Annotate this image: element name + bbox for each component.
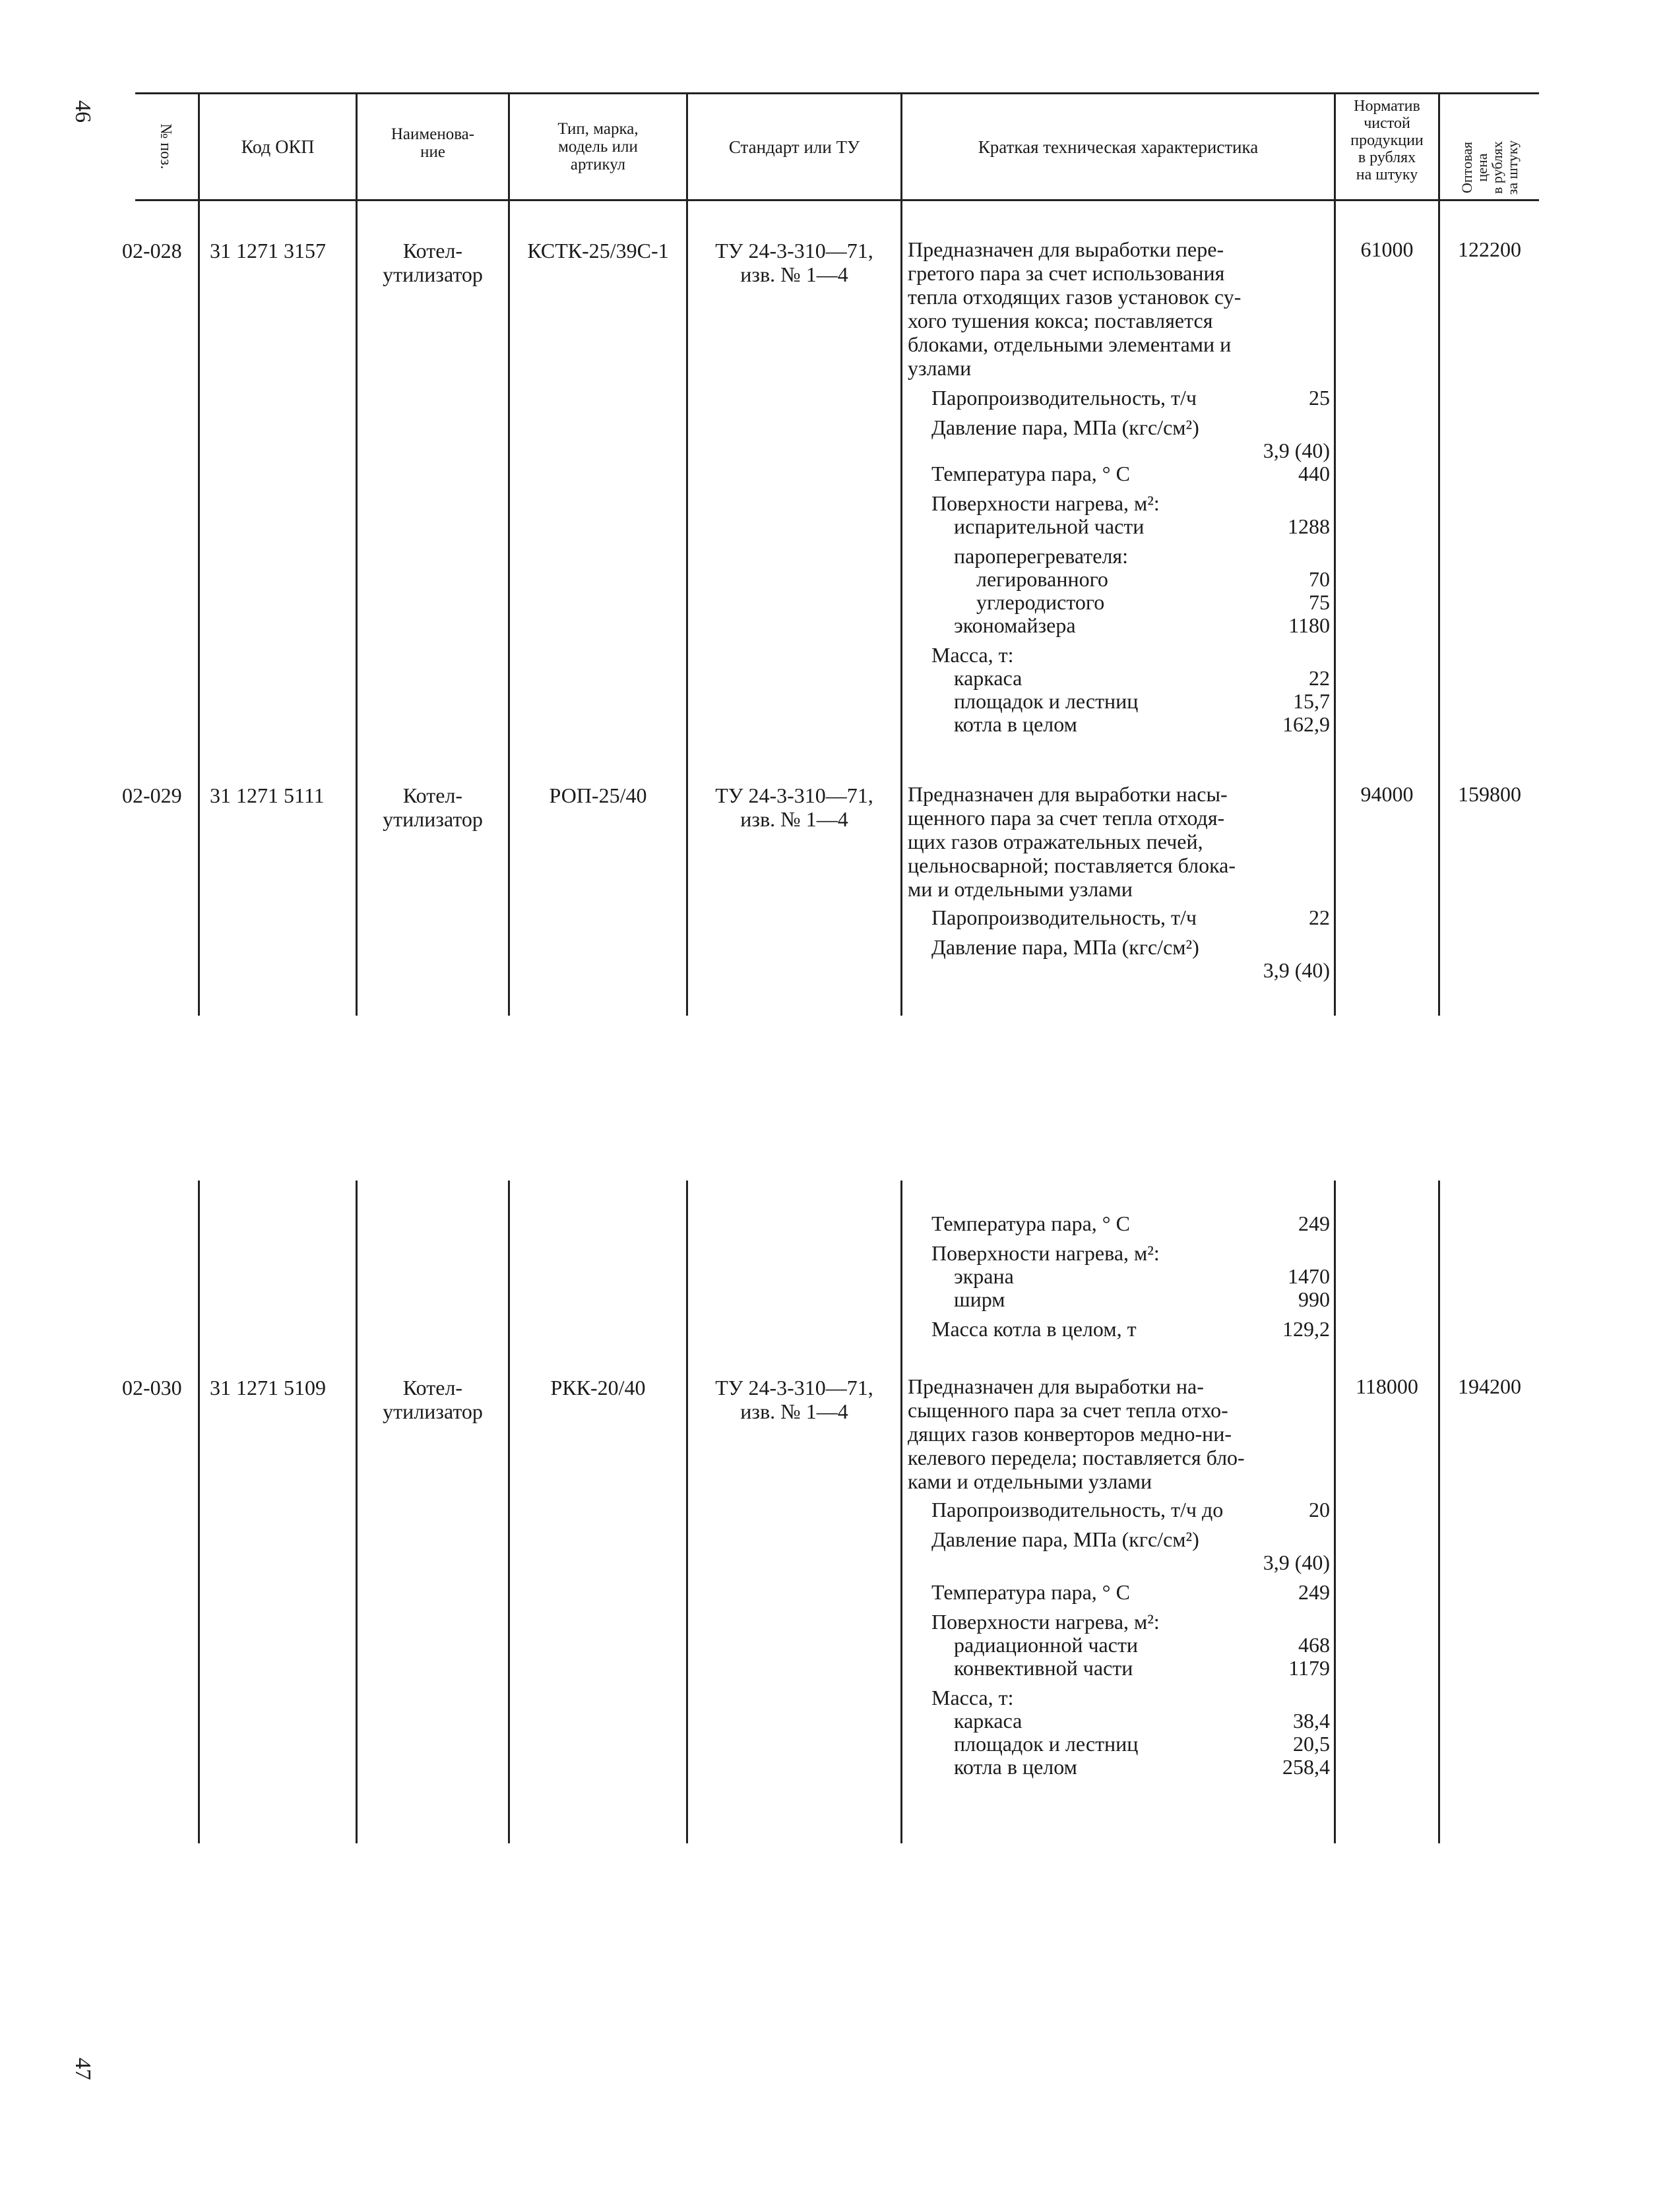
spec-value: 249 <box>1298 1212 1330 1235</box>
spec-pressure-value: 3,9 (40) <box>1263 439 1330 462</box>
row-name-line: Котел- <box>402 239 463 262</box>
desc-line: тепла отходящих газов установок су- <box>908 285 1242 309</box>
desc-line: дящих газов конверторов медно-ни- <box>908 1422 1232 1446</box>
header-price-line: Оптовая <box>1459 142 1475 193</box>
spec-platform <box>908 1733 1330 1756</box>
header-name-line: Наименова- <box>391 125 475 143</box>
desc-line: хого тушения кокса; поставляется <box>908 309 1213 332</box>
row-name <box>358 239 508 286</box>
spec-label: площадок и лестниц <box>954 1732 1139 1756</box>
spec-label: котла в целом <box>954 712 1077 736</box>
row-pos: 02-030 <box>122 1376 182 1399</box>
spec-value: 20,5 <box>1293 1732 1330 1756</box>
row-spec-continued <box>908 1212 1330 1341</box>
col-divider <box>686 94 688 1016</box>
spec-label: каркаса <box>954 666 1022 690</box>
spec-value: 440 <box>1298 462 1330 485</box>
row-price: 159800 <box>1458 782 1521 806</box>
row-pos: 02-028 <box>122 239 182 262</box>
spec-value: 75 <box>1309 590 1330 614</box>
col-divider <box>900 94 902 1016</box>
header-name <box>358 125 508 161</box>
spec-boiler <box>908 1756 1330 1779</box>
col-divider <box>1334 94 1336 1016</box>
header-norm-line: на штуку <box>1356 166 1418 183</box>
header-type <box>510 120 686 173</box>
spec-temp <box>908 1581 1330 1604</box>
spec-label: Температура пара, ° С <box>931 462 1130 485</box>
desc-line: гретого пара за счет использования <box>908 261 1225 285</box>
page-number-top: 46 <box>71 100 95 123</box>
spec-value: 38,4 <box>1293 1709 1330 1733</box>
header-okp: Код ОКП <box>241 137 315 158</box>
spec-value: 1288 <box>1288 514 1330 538</box>
row-name <box>358 783 508 831</box>
spec-value: 468 <box>1298 1633 1330 1657</box>
desc-line: Предназначен для выработки пере- <box>908 237 1224 261</box>
spec-label: радиационной части <box>954 1633 1139 1657</box>
spec-rad <box>908 1634 1330 1657</box>
spec-label: испарительной части <box>954 514 1145 538</box>
spec-frame <box>908 667 1330 690</box>
spec-value: 990 <box>1298 1287 1330 1311</box>
spec-value: 22 <box>1309 666 1330 690</box>
spec-pressure-label: Давление пара, МПа (кгс/см²) <box>931 415 1199 439</box>
row-okp: 31 1271 3157 <box>210 239 326 262</box>
spec-label: Температура пара, ° С <box>931 1580 1130 1604</box>
row-spec <box>908 386 1330 736</box>
row-standard <box>688 1376 900 1423</box>
row-name <box>358 1376 508 1423</box>
row-name-line: Котел- <box>402 1376 463 1399</box>
header-price-line: в рублях <box>1489 140 1505 195</box>
desc-line: щих газов отражательных печей, <box>908 830 1203 853</box>
spec-pressure-label: Давление пара, МПа (кгс/см²) <box>931 1527 1199 1551</box>
spec-shirm <box>908 1288 1330 1311</box>
col-divider <box>198 1181 200 1843</box>
spec-evap <box>908 515 1330 538</box>
col-divider <box>1438 94 1440 1016</box>
row-model: РКК-20/40 <box>550 1376 646 1399</box>
spec-surface-label: Поверхности нагрева, м²: <box>931 1241 1160 1265</box>
spec-mass-total <box>908 1318 1330 1341</box>
spec-value: 129,2 <box>1282 1317 1330 1341</box>
spec-value: 70 <box>1309 567 1330 591</box>
row-standard-line: изв. № 1—4 <box>740 807 848 831</box>
spec-platform <box>908 690 1330 713</box>
desc-line: блоками, отдельными элементами и <box>908 332 1232 356</box>
spec-label: конвективной части <box>954 1656 1133 1680</box>
spec-value: 25 <box>1309 386 1330 410</box>
header-type-line: модель или <box>558 138 638 156</box>
row-okp: 31 1271 5111 <box>210 783 325 807</box>
spec-screen <box>908 1265 1330 1288</box>
col-divider <box>1334 1181 1336 1843</box>
col-divider <box>686 1181 688 1843</box>
row-norm: 94000 <box>1360 782 1414 806</box>
spec-label: ширм <box>954 1287 1005 1311</box>
spec-pressure-label: Давление пара, МПа (кгс/см²) <box>931 935 1199 959</box>
spec-temp <box>908 462 1330 485</box>
row-okp: 31 1271 5109 <box>210 1376 326 1399</box>
spec-value: 249 <box>1298 1580 1330 1604</box>
header-norm-line: чистой <box>1364 115 1410 132</box>
spec-conv <box>908 1657 1330 1680</box>
row-pos: 02-029 <box>122 783 182 807</box>
spec-steam-cap <box>908 906 1330 929</box>
row-price: 194200 <box>1458 1374 1521 1398</box>
header-norm-line: в рублях <box>1358 149 1416 166</box>
spec-superheat-label: пароперегревателя: <box>954 544 1129 568</box>
col-divider <box>900 1181 902 1843</box>
desc-line: келевого передела; поставляется бло- <box>908 1446 1245 1469</box>
col-divider <box>508 94 510 1016</box>
spec-mass-label: Масса, т: <box>931 1686 1014 1709</box>
header-bottom-rule <box>135 199 1539 201</box>
spec-value: 20 <box>1309 1498 1330 1521</box>
desc-line: ми и отдельными узлами <box>908 877 1133 901</box>
spec-value: 15,7 <box>1293 689 1330 713</box>
spec-econ <box>908 614 1330 637</box>
row-model: КСТК-25/39С-1 <box>527 239 669 262</box>
header-characteristic: Краткая техническая характеристика <box>978 137 1259 157</box>
spec-value: 22 <box>1309 906 1330 929</box>
row-standard-line: изв. № 1—4 <box>740 262 848 286</box>
row-description <box>908 782 1330 901</box>
desc-line: сыщенного пара за счет тепла отхо- <box>908 1398 1228 1422</box>
spec-label: Температура пара, ° С <box>931 1212 1130 1235</box>
row-norm: 118000 <box>1356 1374 1418 1398</box>
row-spec <box>908 1498 1330 1779</box>
header-norm-line: продукции <box>1350 132 1424 149</box>
header-price <box>1440 94 1539 199</box>
col-divider <box>508 1181 510 1843</box>
header-name-line: ние <box>420 143 445 161</box>
row-description <box>908 1374 1330 1493</box>
spec-label: Паропроизводительность, т/ч <box>931 906 1197 929</box>
spec-mass-label: Масса, т: <box>931 643 1014 667</box>
row-model: РОП-25/40 <box>549 783 647 807</box>
spec-surface-label: Поверхности нагрева, м²: <box>931 491 1160 515</box>
header-type-line: артикул <box>570 156 626 173</box>
spec-value: 162,9 <box>1282 712 1330 736</box>
spec-surface-label: Поверхности нагрева, м²: <box>931 1610 1160 1634</box>
spec-value: 1470 <box>1288 1264 1330 1288</box>
spec-label: Паропроизводительность, т/ч <box>931 386 1197 410</box>
desc-line: Предназначен для выработки на- <box>908 1374 1204 1398</box>
row-price: 122200 <box>1458 237 1521 261</box>
spec-label: площадок и лестниц <box>954 689 1139 713</box>
spec-label: легированного <box>976 567 1108 591</box>
desc-line: Предназначен для выработки насы- <box>908 782 1228 806</box>
row-standard-line: изв. № 1—4 <box>740 1399 848 1423</box>
row-norm: 61000 <box>1360 237 1414 261</box>
header-top-rule <box>135 92 1539 94</box>
spec-value: 1180 <box>1288 613 1330 637</box>
spec-label: экономайзера <box>954 613 1076 637</box>
row-name-line: утилизатор <box>383 1399 483 1423</box>
spec-value: 1179 <box>1288 1656 1330 1680</box>
header-pos: № поз. <box>157 123 174 169</box>
desc-line: щенного пара за счет тепла отходя- <box>908 806 1225 830</box>
header-price-line: за штуку <box>1504 140 1521 195</box>
desc-line: узлами <box>908 356 972 380</box>
row-description <box>908 237 1330 380</box>
col-divider <box>198 94 200 1016</box>
spec-pressure-value: 3,9 (40) <box>1263 1551 1330 1574</box>
spec-label: каркаса <box>954 1709 1022 1733</box>
spec-label: котла в целом <box>954 1755 1077 1779</box>
row-standard <box>688 239 900 286</box>
col-divider <box>356 94 358 1016</box>
header-type-line: Тип, марка, <box>557 120 639 138</box>
row-name-line: утилизатор <box>383 262 483 286</box>
row-standard-line: ТУ 24-3-310—71, <box>715 1376 873 1399</box>
spec-label: экрана <box>954 1264 1014 1288</box>
desc-line: цельносварной; поставляется блока- <box>908 853 1236 877</box>
desc-line: ками и отдельными узлами <box>908 1469 1152 1493</box>
spec-steam-cap <box>908 1498 1330 1521</box>
col-divider <box>1438 1181 1440 1843</box>
header-standard: Стандарт или ТУ <box>728 137 860 157</box>
spec-boiler <box>908 713 1330 736</box>
spec-frame <box>908 1709 1330 1733</box>
row-standard-line: ТУ 24-3-310—71, <box>715 783 873 807</box>
row-name-line: Котел- <box>402 783 463 807</box>
col-divider <box>356 1181 358 1843</box>
spec-alloy <box>908 568 1330 591</box>
spec-steam-cap <box>908 386 1330 410</box>
row-spec <box>908 906 1330 982</box>
spec-temp <box>908 1212 1330 1235</box>
spec-carbon <box>908 591 1330 614</box>
spec-label: углеродистого <box>976 590 1105 614</box>
row-standard-line: ТУ 24-3-310—71, <box>715 239 873 262</box>
spec-label: Паропроизводительность, т/ч до <box>931 1498 1224 1521</box>
header-norm <box>1336 98 1438 183</box>
page-number-bottom: 47 <box>71 2058 95 2080</box>
row-name-line: утилизатор <box>383 807 483 831</box>
header-norm-line: Норматив <box>1354 98 1420 115</box>
row-standard <box>688 783 900 831</box>
spec-label: Масса котла в целом, т <box>931 1317 1137 1341</box>
spec-value: 258,4 <box>1282 1755 1330 1779</box>
spec-pressure-value: 3,9 (40) <box>1263 958 1330 982</box>
header-price-line: цена <box>1474 153 1490 182</box>
